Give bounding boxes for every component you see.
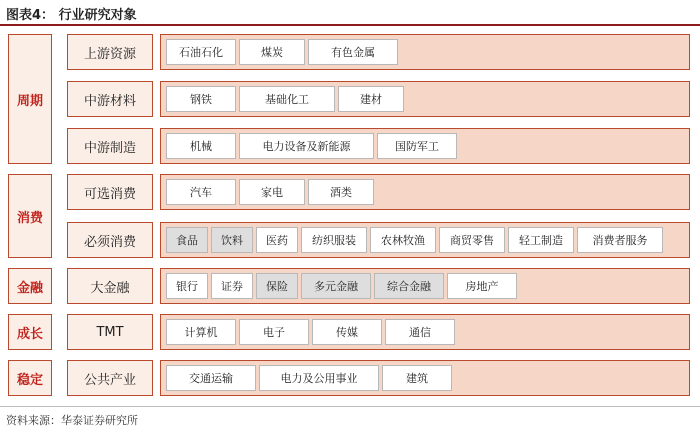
subcategory-label: 上游资源 xyxy=(67,34,153,70)
industry-item: 石油石化 xyxy=(166,39,236,65)
subcategory-label: 公共产业 xyxy=(67,360,153,396)
source-note: 资料来源：华泰证券研究所 xyxy=(6,414,138,427)
industry-item: 钢铁 xyxy=(166,86,236,112)
industry-list xyxy=(166,86,684,112)
industry-item: 建材 xyxy=(338,86,404,112)
industry-item: 计算机 xyxy=(166,319,236,345)
industry-list xyxy=(166,39,684,65)
industry-item: 通信 xyxy=(385,319,455,345)
industry-item: 食品 xyxy=(166,227,208,253)
industry-item: 保险 xyxy=(256,273,298,299)
industry-item: 机械 xyxy=(166,133,236,159)
group-label: 稳定 xyxy=(8,360,52,396)
industry-item: 汽车 xyxy=(166,179,236,205)
industry-list xyxy=(166,273,684,299)
industry-list xyxy=(166,179,684,205)
subcategory-label: 大金融 xyxy=(67,268,153,304)
industry-row xyxy=(160,81,690,117)
industry-item: 饮料 xyxy=(211,227,253,253)
group-label: 金融 xyxy=(8,268,52,304)
industry-item: 纺织服装 xyxy=(301,227,367,253)
industry-item: 轻工制造 xyxy=(508,227,574,253)
industry-row xyxy=(160,268,690,304)
industry-item: 煤炭 xyxy=(239,39,305,65)
industry-list xyxy=(166,227,684,253)
industry-item: 基础化工 xyxy=(239,86,335,112)
subcategory-label: 可选消费 xyxy=(67,174,153,210)
industry-row xyxy=(160,34,690,70)
industry-item: 建筑 xyxy=(382,365,452,391)
industry-row xyxy=(160,314,690,350)
industry-item: 农林牧渔 xyxy=(370,227,436,253)
industry-row xyxy=(160,128,690,164)
subcategory-label: 中游材料 xyxy=(67,81,153,117)
subcategory-label: 必须消费 xyxy=(67,222,153,258)
industry-item: 传媒 xyxy=(312,319,382,345)
industry-row xyxy=(160,222,690,258)
industry-item: 多元金融 xyxy=(301,273,371,299)
group-label: 成长 xyxy=(8,314,52,350)
group-label: 周期 xyxy=(8,34,52,164)
industry-list xyxy=(166,365,684,391)
industry-item: 电力设备及新能源 xyxy=(239,133,374,159)
industry-list xyxy=(166,133,684,159)
figure-title: 图表4： 行业研究对象 xyxy=(6,8,137,23)
subcategory-label: TMT xyxy=(67,314,153,350)
industry-item: 消费者服务 xyxy=(577,227,663,253)
industry-item: 综合金融 xyxy=(374,273,444,299)
industry-item: 电子 xyxy=(239,319,309,345)
group-label: 消费 xyxy=(8,174,52,258)
subcategory-label: 中游制造 xyxy=(67,128,153,164)
industry-item: 商贸零售 xyxy=(439,227,505,253)
industry-item: 电力及公用事业 xyxy=(259,365,379,391)
industry-item: 交通运输 xyxy=(166,365,256,391)
industry-row xyxy=(160,174,690,210)
industry-item: 医药 xyxy=(256,227,298,253)
industry-item: 酒类 xyxy=(308,179,374,205)
industry-item: 证券 xyxy=(211,273,253,299)
industry-row xyxy=(160,360,690,396)
industry-list xyxy=(166,319,684,345)
industry-item: 国防军工 xyxy=(377,133,457,159)
source-divider xyxy=(0,406,700,407)
industry-item: 家电 xyxy=(239,179,305,205)
industry-item: 房地产 xyxy=(447,273,517,299)
industry-item: 银行 xyxy=(166,273,208,299)
industry-item: 有色金属 xyxy=(308,39,398,65)
title-divider xyxy=(0,24,700,26)
